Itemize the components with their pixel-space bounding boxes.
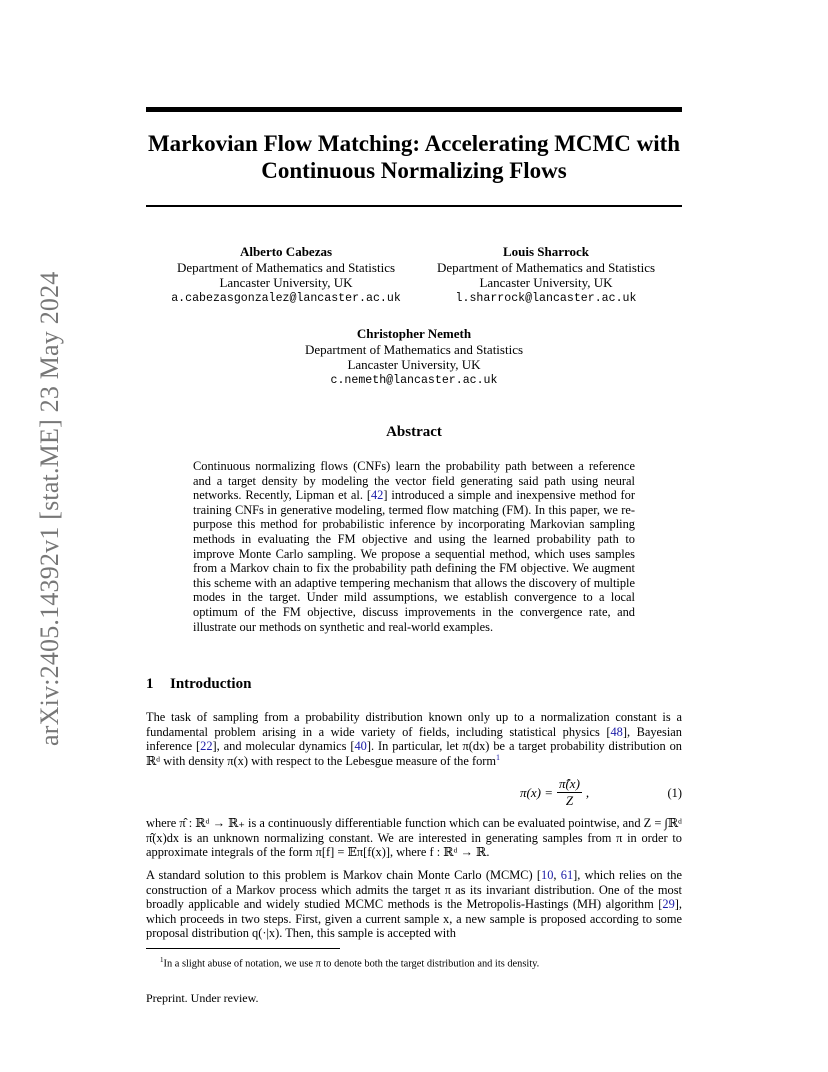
section-title: Introduction: [170, 676, 252, 692]
citation-link[interactable]: 10: [541, 868, 554, 882]
abstract-text: [193, 459, 635, 634]
equation-numerator: π̂(x): [558, 776, 580, 791]
footnote-rule: [146, 948, 340, 949]
title-rule-bottom: [146, 205, 682, 207]
text-run: ], which relies on the construction of a Markov process which admits the target π as its invariant distribution. One of the most broadly applicable and widely studied MCMC methods is the Metropolis-Hastings (MH) algorithm [: [146, 868, 682, 912]
text-run: A standard solution to this problem is Markov chain Monte Carlo (MCMC) [: [146, 868, 542, 882]
citation-link[interactable]: 29: [662, 897, 675, 912]
abstract-text-part: Continuous normalizing flows (CNFs) learn the probability path between a reference and a target density by modeling the vector field generating said path using neural networks. Recently, Lipman et al. [: [193, 459, 635, 503]
citation-link[interactable]: 22: [200, 739, 213, 754]
equation-number: (1): [667, 786, 682, 800]
footnote-mark: 1: [160, 956, 164, 964]
author-affiliation: Lancaster University, UK: [347, 357, 481, 372]
author-department: Department of Mathematics and Statistics: [176, 259, 396, 275]
author-email[interactable]: a.cabezasgonzalez@lancaster.ac.uk: [171, 291, 401, 305]
intro-paragraph: [146, 868, 682, 941]
preprint-notice: Preprint. Under review.: [146, 991, 259, 1005]
text-run: ]. In particular, let π(dx) be a target probability distribution on ℝᵈ with density π(x) with respect to the Lebesgue measure of the form: [146, 739, 682, 768]
author-affiliation: Lancaster University, UK: [479, 275, 613, 290]
intro-paragraph: where π̂ : ℝᵈ → ℝ₊ is a continuously differentiable function which can be evaluated pointwise, and Z = ∫ℝᵈ π̂(x)dx is an unknown normalizing constant. We are interested in generating samples from π in order to approximate integrals of the form π[f] = 𝔼π[f(x)], where f : ℝᵈ → ℝ.: [146, 816, 682, 860]
section-heading: [146, 676, 251, 693]
abstract-heading: Abstract: [386, 424, 442, 440]
equation-fraction: [557, 776, 582, 809]
footnote-ref[interactable]: 1: [496, 752, 501, 762]
equation-denominator: Z: [565, 793, 574, 808]
text-run: ], which proceeds in two steps. First, given a current sample x, a new sample is proposed according to some proposal distribution q(·|x). Then, this sample is accepted with: [146, 897, 682, 941]
title-rule-top: [146, 107, 682, 112]
equation-lhs: π(x) =: [520, 784, 553, 800]
text-run: ], Bayesian inference [: [146, 724, 682, 754]
abstract-text-part: ] introduced a simple and inexpensive method for training CNFs in generative modeling, termed flow matching (FM). In this paper, we re-purpose this method for probabilistic inference by incorporating Markovian sampling methods in evaluating the FM objective and using the learned probability path to improve Monte Carlo sampling. We propose a sequential method, which uses samples from a Markov chain to fix the probability path defining the FM objective. We augment this scheme with an adaptive tempering mechanism that allows the discovery of multiple modes in the target. Under mild assumptions, we establish convergence to a local optimum of the FM objective, discuss improvements in the convergence rate, and illustrate our methods on synthetic and real-world examples.: [193, 488, 635, 634]
author-affiliation: Lancaster University, UK: [219, 275, 353, 290]
equation-1: [146, 776, 682, 812]
text-run: ], and molecular dynamics [: [212, 739, 355, 754]
text-run: The task of sampling from a probability distribution known only up to a normalization constant is a fundamental problem arising in a wide variety of fields, including statistical physics [: [146, 710, 682, 739]
citation-link[interactable]: 61: [560, 868, 574, 882]
equation-tail: ,: [585, 784, 590, 800]
author-block: [264, 326, 564, 388]
author-block: [420, 244, 672, 306]
text-run: ,: [553, 868, 561, 882]
footnote: [160, 954, 680, 970]
section-number: 1: [146, 676, 154, 692]
author-name: Christopher Nemeth: [356, 326, 472, 341]
citation-link[interactable]: 40: [354, 739, 367, 754]
author-department: Department of Mathematics and Statistics: [436, 259, 656, 275]
arxiv-stamp: arXiv:2405.14392v1 [stat.ME] 23 May 2024: [35, 271, 64, 746]
citation-link[interactable]: 48: [610, 724, 623, 739]
author-email[interactable]: c.nemeth@lancaster.ac.uk: [330, 373, 498, 387]
footnote-text: In a slight abuse of notation, we use π to denote both the target distribution and its density.: [163, 958, 540, 970]
author-block: [160, 244, 412, 306]
paper-title: Markovian Flow Matching: Accelerating MCMC with Continuous Normalizing Flows: [147, 131, 681, 183]
author-department: Department of Mathematics and Statistics: [304, 341, 524, 357]
author-name: Louis Sharrock: [502, 244, 590, 259]
citation-link[interactable]: 42: [370, 488, 384, 503]
author-email[interactable]: l.sharrock@lancaster.ac.uk: [455, 291, 637, 305]
equation-body: [520, 776, 589, 809]
author-name: Alberto Cabezas: [239, 244, 333, 259]
intro-paragraph: [146, 710, 682, 768]
